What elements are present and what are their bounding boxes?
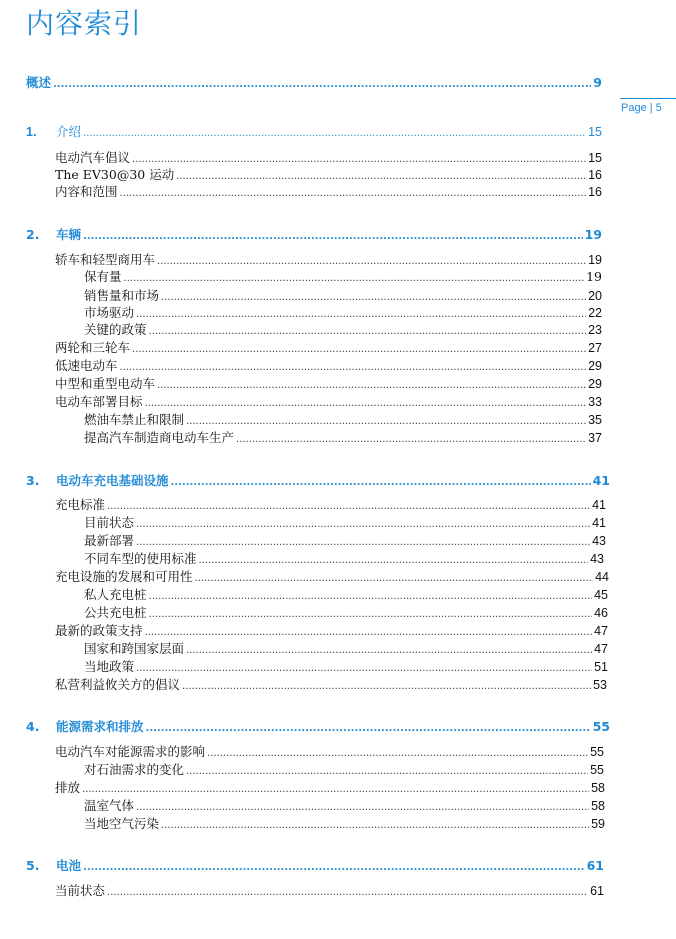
toc-entry[interactable]: 目前状态 ..... 41 [84,515,606,531]
toc-entry[interactable]: 关键的政策 ..... 23 [84,322,602,338]
toc-entry[interactable]: 私营利益攸关方的倡议 ..... 53 [55,677,607,693]
toc-entry[interactable]: 低速电动车 ..... 29 [55,358,602,374]
toc-entry[interactable]: The EV30@30 运动 ..... 16 [55,167,602,183]
toc-entry[interactable]: 内容和范围 ..... 16 [55,184,602,200]
toc-chapter-5[interactable]: 5. 电池 ..... 61 [26,858,604,874]
toc-entry[interactable]: 对石油需求的变化 ..... 55 [84,762,604,778]
toc-entry[interactable]: 充电设施的发展和可用性 ..... 44 [55,569,609,585]
toc-entry-overview[interactable]: 概述 ..... 9 [26,75,602,91]
toc-entry[interactable]: 最新的政策支持 ..... 47 [55,623,608,639]
toc-entry[interactable]: 当地政策 ..... 51 [84,659,608,675]
toc-entry[interactable]: 排放 ..... 58 [55,780,605,796]
toc-chapter-3[interactable]: 3. 电动车充电基础设施 ..... 41 [26,473,610,489]
toc-entry[interactable]: 充电标准 ..... 41 [55,497,606,513]
toc-entry[interactable]: 燃油车禁止和限制 ..... 35 [84,412,602,428]
toc-entry[interactable]: 国家和跨国家层面 ..... 47 [84,641,608,657]
toc-entry[interactable]: 提高汽车制造商电动车生产 ..... 37 [84,430,602,446]
toc-entry[interactable]: 当地空气污染 ..... 59 [84,816,605,832]
toc-entry[interactable]: 不同车型的使用标准 ..... 43 [84,551,604,567]
toc-entry[interactable]: 轿车和轻型商用车 ..... 19 [55,252,602,268]
toc-entry[interactable]: 温室气体 ..... 58 [84,798,605,814]
toc-entry[interactable]: 电动车部署目标 ..... 33 [55,394,602,410]
toc-chapter-4[interactable]: 4. 能源需求和排放 ..... 55 [26,719,610,735]
toc-entry[interactable]: 电动汽车对能源需求的影响 ..... 55 [55,744,604,760]
toc-entry[interactable]: 保有量 ..... 19 [84,269,602,285]
toc-entry[interactable]: 中型和重型电动车 ..... 29 [55,376,602,392]
toc-entry[interactable]: 公共充电桩 ..... 46 [84,605,608,621]
toc-entry[interactable]: 私人充电桩 ..... 45 [84,587,608,603]
toc-entry[interactable]: 两轮和三轮车 ..... 27 [55,340,602,356]
toc-chapter-2[interactable]: 2. 车辆 ..... 19 [26,227,602,243]
page-title: 内容索引 [26,7,143,40]
toc-chapter-1[interactable]: 1. 介绍 ..... 15 [26,124,602,140]
toc-entry[interactable]: 市场驱动 ..... 22 [84,305,602,321]
toc-entry[interactable]: 销售量和市场 ..... 20 [84,288,602,304]
toc-entry[interactable]: 当前状态 ..... 61 [55,883,604,899]
page-number-rule [620,98,676,99]
toc-entry[interactable]: 最新部署 ..... 43 [84,533,606,549]
toc-entry[interactable]: 电动汽车倡议 ..... 15 [55,150,602,166]
page-number: Page | 5 [621,102,662,114]
